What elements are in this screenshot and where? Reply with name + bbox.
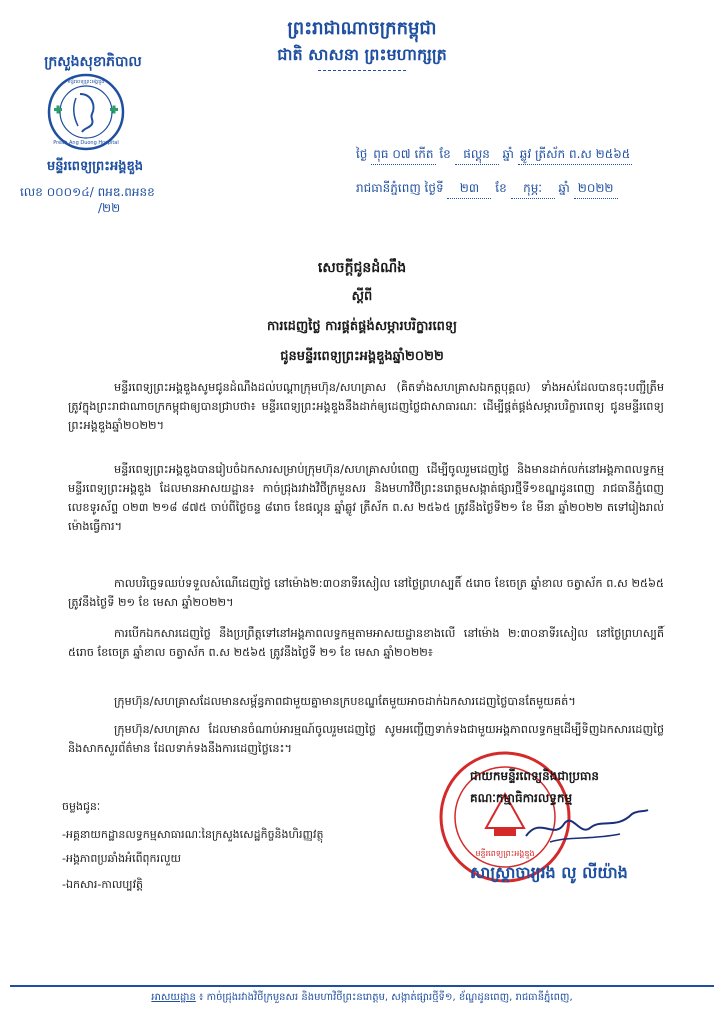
- notice-about: ស្តីពី: [351, 289, 373, 304]
- cc-heading: ចម្លងជូនៈ: [62, 800, 101, 813]
- lunar-year-label: ឆ្នាំ: [502, 147, 514, 161]
- kingdom-heading: ព្រះរាជាណាចក្រកម្ពុជា: [287, 18, 437, 39]
- place-label: រាជធានីភ្នំពេញ ថ្ងៃទី: [356, 181, 444, 195]
- stamp-text: មន្ទីរពេទ្យព្រះអង្គឌួង: [475, 849, 535, 858]
- handwritten-signature: [520, 806, 650, 846]
- solar-date: [356, 180, 618, 199]
- lunar-day-value: ពុធ ០៧ កើត: [371, 146, 435, 165]
- ref-handwritten: /២២: [98, 201, 121, 215]
- solar-month-value: កុម្ភៈ: [511, 180, 555, 199]
- reference-number: [20, 184, 155, 202]
- signatory-role: ជាយកមន្ទីរពេទ្យនិងជាប្រធាន: [470, 769, 600, 783]
- signatory-committee: គណៈកម្មាធិការលទ្ធកម្ម: [470, 791, 573, 805]
- logo-text-en: Preah Ang Duong Hospital: [53, 140, 119, 146]
- hospital-logo: [46, 72, 126, 152]
- lunar-month-value: ផល្គុន: [455, 146, 499, 165]
- signatory-name: សាស្ត្រាចារ្យរង លូ លីយ៉ាង: [470, 863, 628, 882]
- paragraph-2: មន្ទីរពេទ្យព្រះអង្គឌួងបានរៀបចំឯកសារសម្រាប់ក្រុមហ៊ុន/សហគ្រាសបំពេញ ដើម្បីចូលរួមដេញថ្លៃ និងមានដាក់លក់នៅអង្គភាពលទ្ធកម្មមន្ទីរពេទ្យព្រះអង្គឌួង ដែលមានអាសយដ្ឋាន៖ កាច់ជ្រុងរវាងវិថីក្រមួនសរ និងមហាវិថីព្រះនរោត្តមសង្កាត់ផ្សារថ្មីទី១ខណ្ឌដូនពេញ រាជធានីភ្នំពេញ លេខទូរស័ព្ទ ០២៣ ២១៨ ៨៧៥ ចាប់ពីថ្ងៃចន្ទ ៨រោច ខែផល្គុន ឆ្នាំឆ្លូវ ត្រីស័ក ព.ស ២៥៦៥ ត្រូវនឹងថ្ងៃទី២១ ខែ មីនា ឆ្នាំ២០២២ តទៅរៀងរាល់ម៉ោងធ្វើការ។: [68, 463, 664, 533]
- cc-item: -អគ្គនាយកដ្ឋានលទ្ធកម្មសាធារណៈនៃក្រសួងសេដ្ឋកិច្ចនិងហិរញ្ញវត្ថុ: [62, 828, 324, 841]
- lunar-day-label: ថ្ងៃ: [356, 147, 368, 161]
- solar-day-value: ២៣: [447, 180, 491, 199]
- hospital-name: មន្ទីរពេទ្យព្រះអង្គឌួង: [47, 159, 143, 174]
- lunar-month-label: ខែ: [439, 147, 451, 161]
- paragraph-1: មន្ទីរពេទ្យព្រះអង្គឌួងសូមជូនដំណឹងដល់បណ្តាក្រុមហ៊ុន/សហគ្រាស (គិតទាំងសហគ្រាសឯកត្តបុគ្គល) ទាំងអស់ដែលបានចុះបញ្ជីត្រឹមត្រូវក្នុងព្រះរាជាណាចក្រកម្ពុជាឲ្យបានជ្រាបថា៖ មន្ទីរពេទ្យព្រះអង្គឌួងនឹងដាក់ឲ្យដេញថ្លៃជាសាធារណៈ ដើម្បីផ្គត់ផ្គង់សម្ភារបរិក្ខារពេទ្យ ជូនមន្ទីរពេទ្យព្រះអង្គឌួងឆ្នាំ២០២២។: [68, 381, 664, 432]
- notice-subject: ការដេញថ្លៃ ការផ្គត់ផ្គង់សម្ភារបរិក្ខារពេទ្យ: [267, 319, 457, 334]
- cc-item: -អង្គភាពប្រឆាំងអំពើពុករលួយ: [62, 852, 181, 865]
- solar-year-value: ២០២២: [574, 180, 618, 199]
- ref-suffix: ពអឌ.ពអនខ: [97, 185, 155, 199]
- ministry-name: ក្រសួងសុខាភិបាល: [44, 54, 142, 70]
- footer-label: អាសយដ្ឋាន: [151, 992, 196, 1003]
- paragraph-5: ក្រុមហ៊ុន/សហគ្រាសដែលមានសម្ព័ន្ធភាពជាមួយគ្នាមានក្របខណ្ឌតែមួយអាចដាក់ឯកសារដេញថ្លៃបានតែមួយគត់។: [114, 695, 576, 708]
- motto-divider: [318, 70, 406, 71]
- solar-year-label: ឆ្នាំ: [558, 181, 570, 195]
- ref-label: លេខ: [20, 185, 43, 199]
- paragraph-4: ការបើកឯកសារដេញថ្លៃ នឹងប្រព្រឹត្តទៅនៅអង្គភាពលទ្ធកម្មតាមអាសយដ្ឋានខាងលើ នៅម៉ោង ២:៣០នាទីរសៀល នៅថ្ងៃព្រហស្បតិ៍ ៥រោច ខែចេត្រ ឆ្នាំខាល ចត្វាស័ក ព.ស ២៥៦៥ ត្រូវនឹងថ្ងៃទី ២១ ខែ មេសា ឆ្នាំ២០២២៖: [68, 627, 664, 659]
- footer-divider: [10, 985, 714, 987]
- motto-heading: ជាតិ សាសនា ព្រះមហាក្សត្រ: [277, 45, 447, 64]
- ref-number: ០០០១៤/: [46, 185, 94, 199]
- logo-text-km: មន្ទីរពេទ្យព្រះអង្គឌួង: [67, 79, 105, 85]
- lunar-year-value: ឆ្លូវ ត្រីស័ក ព.ស ២៥៦៥: [518, 146, 633, 165]
- solar-month-label: ខែ: [495, 181, 507, 195]
- footer-text: កាច់ជ្រុងរវាងវិថីក្រមួនសរ និងមហាវិថីព្រះនរោត្តម, សង្កាត់ផ្សារថ្មីទី១, ខ័ណ្ឌដូនពេញ, រាជធានីភ្នំពេញ,: [206, 992, 573, 1003]
- paragraph-3: កាលបរិច្ឆេទឈប់ទទួលសំណើដេញថ្លៃ នៅម៉ោង២:៣០នាទីរសៀល នៅថ្ងៃព្រហស្បតិ៍ ៥រោច ខែចេត្រ ឆ្នាំខាល ចត្វាស័ក ព.ស ២៥៦៥ ត្រូវនឹងថ្ងៃទី ២១ ខែ មេសា ឆ្នាំ២០២២។: [68, 577, 664, 609]
- notice-title: សេចក្តីជូនដំណឹង: [317, 260, 407, 276]
- paragraph-6: ក្រុមហ៊ុន/សហគ្រាស ដែលមានចំណាប់អារម្មណ៍ចូលរួមដេញថ្លៃ សូមអញ្ជើញទាក់ទងជាមួយអង្គភាពលទ្ធកម្មដើម្បីទិញឯកសារដេញថ្លៃ និងសាកសួរព័ត៌មាន ដែលទាក់ទងនឹងការដេញថ្លៃនេះ។: [68, 723, 664, 755]
- notice-subject-2: ជូនមន្ទីរពេទ្យព្រះអង្គឌួងឆ្នាំ២០២២: [280, 349, 444, 364]
- footer-address: អាសយដ្ឋាន ៖ កាច់ជ្រុងរវាងវិថីក្រមួនសរ និងមហាវិថីព្រះនរោត្តម, សង្កាត់ផ្សារថ្មីទី១, ខ័ណ្ឌដូនពេញ, រាជធានីភ្នំពេញ,: [151, 992, 573, 1003]
- lunar-date: [356, 146, 632, 165]
- cc-item: -ឯកសារ-កាលប្បវត្តិ: [62, 878, 144, 891]
